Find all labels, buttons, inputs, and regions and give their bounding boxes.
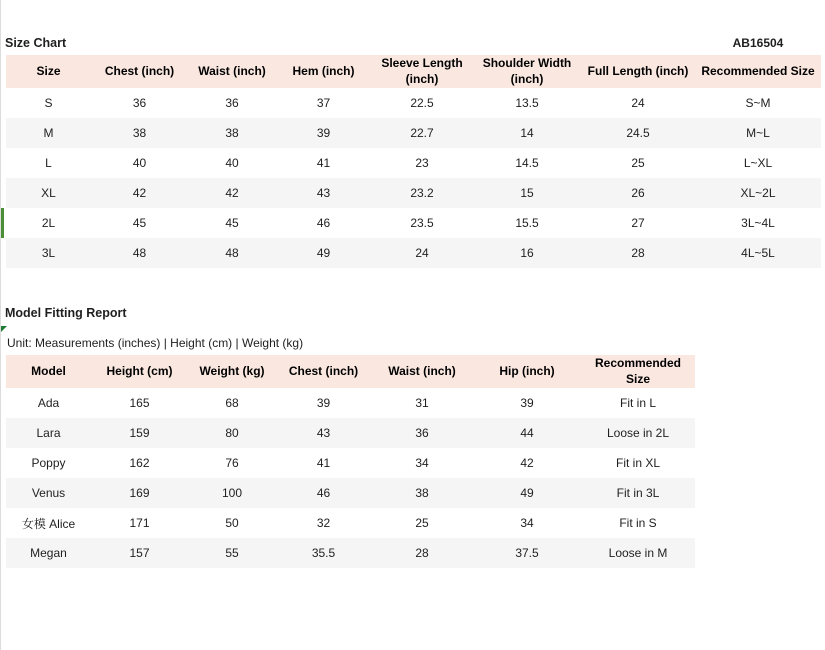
table-cell: 46 — [316, 486, 331, 500]
table-cell: 15.5 — [515, 216, 539, 230]
table-cell: 35.5 — [311, 546, 336, 560]
table-row — [6, 418, 695, 448]
table-cell: 14 — [520, 126, 534, 140]
unit-note: Unit: Measurements (inches) | Height (cm) | Weight (kg) — [7, 336, 304, 350]
table-cell: 38 — [132, 126, 147, 140]
table-cell: Loose in M — [608, 546, 668, 560]
table-cell: 38 — [415, 486, 429, 500]
table-cell: 80 — [225, 426, 239, 440]
table-cell: XL~2L — [740, 186, 776, 200]
table-cell: 169 — [129, 486, 150, 500]
table-row — [6, 118, 821, 148]
table-cell: 15 — [520, 186, 534, 200]
table-cell: 31 — [415, 396, 429, 410]
table-cell: 22.7 — [410, 126, 434, 140]
table-cell: 32 — [316, 516, 331, 530]
table-cell: 22.5 — [410, 96, 434, 110]
table-cell: 44 — [520, 426, 534, 440]
column-header: Waist (inch) — [371, 355, 473, 388]
table-cell: XL — [41, 186, 56, 200]
table-cell: 157 — [129, 546, 150, 560]
table-cell: 23.5 — [410, 216, 434, 230]
table-cell: 48 — [225, 246, 239, 260]
table-cell: 45 — [132, 216, 147, 230]
table-cell: 37.5 — [515, 546, 539, 560]
table-cell: 42 — [225, 186, 239, 200]
table-row — [6, 148, 821, 178]
table-cell: 43 — [316, 186, 331, 200]
column-header: Chest (inch) — [276, 355, 371, 388]
table-cell: Venus — [31, 486, 66, 500]
table-cell: 24 — [631, 96, 645, 110]
table-row — [6, 388, 695, 418]
table-cell: 25 — [631, 156, 645, 170]
table-cell: 23.2 — [410, 186, 434, 200]
table-cell: 68 — [225, 396, 239, 410]
table-row — [6, 478, 695, 508]
model-fitting-header-row — [6, 355, 695, 388]
table-cell: Fit in 3L — [616, 486, 660, 500]
table-cell: 26 — [631, 186, 645, 200]
table-cell: Fit in L — [619, 396, 656, 410]
table-cell: Fit in XL — [615, 456, 660, 470]
table-cell: 13.5 — [515, 96, 539, 110]
table-cell: 42 — [520, 456, 534, 470]
table-cell: 34 — [415, 456, 429, 470]
column-header: Model — [6, 355, 91, 388]
column-header: Hip (inch) — [473, 355, 581, 388]
table-cell: Loose in 2L — [606, 426, 670, 440]
table-cell: 37 — [316, 96, 331, 110]
size-chart-header — [5, 36, 821, 50]
table-cell: 39 — [316, 126, 331, 140]
size-chart-table — [6, 55, 821, 268]
table-cell: M — [43, 126, 54, 140]
row-highlight-bar — [1, 208, 4, 238]
table-cell: 27 — [631, 216, 645, 230]
model-fitting-body — [6, 388, 695, 568]
table-cell: 28 — [631, 246, 645, 260]
table-cell: S~M — [745, 96, 771, 110]
table-cell: Megan — [30, 546, 67, 560]
table-cell: 46 — [316, 216, 331, 230]
table-cell: 76 — [225, 456, 239, 470]
table-row — [6, 208, 821, 238]
table-cell: 100 — [221, 486, 243, 500]
table-row — [6, 538, 695, 568]
column-header: Recommended Size — [581, 355, 695, 388]
table-cell: 171 — [129, 516, 150, 530]
table-cell: Ada — [37, 396, 60, 410]
table-cell: 36 — [415, 426, 429, 440]
size-chart-header-row — [6, 55, 821, 88]
table-cell: 159 — [129, 426, 150, 440]
table-cell: 49 — [520, 486, 534, 500]
column-header: Recommended Size — [695, 55, 821, 88]
table-cell: 24 — [415, 246, 429, 260]
table-cell: L — [45, 156, 52, 170]
table-cell: 162 — [129, 456, 150, 470]
table-cell: 4L~5L — [741, 246, 775, 260]
table-cell: L~XL — [743, 156, 773, 170]
table-cell: 50 — [225, 516, 239, 530]
size-chart-title: Size Chart — [5, 36, 67, 50]
table-row — [6, 448, 695, 478]
table-cell: 40 — [225, 156, 239, 170]
model-fitting-title: Model Fitting Report — [5, 306, 127, 320]
table-cell: 23 — [415, 156, 429, 170]
table-cell: Lara — [36, 426, 61, 440]
table-cell: 34 — [520, 516, 534, 530]
table-cell: 2L — [41, 216, 56, 230]
model-fitting-table — [6, 355, 695, 568]
table-cell: 14.5 — [515, 156, 539, 170]
table-cell: 40 — [132, 156, 147, 170]
table-cell: 48 — [132, 246, 147, 260]
table-cell: 41 — [316, 456, 331, 470]
table-cell: 16 — [520, 246, 534, 260]
table-cell: 36 — [225, 96, 239, 110]
table-cell: Poppy — [31, 456, 66, 470]
table-cell: 49 — [316, 246, 331, 260]
table-row — [6, 178, 821, 208]
table-cell: 55 — [225, 546, 239, 560]
table-cell: 39 — [316, 396, 331, 410]
table-cell: 41 — [316, 156, 331, 170]
table-cell: Fit in S — [619, 516, 657, 530]
table-cell: 39 — [520, 396, 534, 410]
column-header: Sleeve Length (inch) — [371, 55, 473, 88]
table-cell: 女模 Alice — [21, 516, 76, 531]
table-row — [6, 88, 821, 118]
table-cell: 36 — [132, 96, 147, 110]
column-header: Hem (inch) — [276, 55, 371, 88]
table-cell: 165 — [129, 396, 150, 410]
table-cell: 3L~4L — [741, 216, 775, 230]
size-chart-body — [6, 88, 821, 268]
table-cell: 43 — [316, 426, 331, 440]
column-header: Shoulder Width (inch) — [473, 55, 581, 88]
product-code: AB16504 — [732, 36, 784, 50]
table-cell: 42 — [132, 186, 147, 200]
column-header: Height (cm) — [91, 355, 188, 388]
table-cell: 38 — [225, 126, 239, 140]
column-header: Chest (inch) — [91, 55, 188, 88]
table-cell: S — [44, 96, 53, 110]
column-header: Full Length (inch) — [581, 55, 695, 88]
table-row — [6, 508, 695, 538]
table-cell: 28 — [415, 546, 429, 560]
table-cell: 3L — [41, 246, 56, 260]
table-cell: 25 — [415, 516, 429, 530]
cell-corner-marker-icon — [1, 326, 7, 332]
table-cell: 45 — [225, 216, 239, 230]
table-row — [6, 238, 821, 268]
column-header: Waist (inch) — [188, 55, 276, 88]
table-cell: M~L — [746, 126, 770, 140]
column-header: Size — [6, 55, 91, 88]
column-header: Weight (kg) — [188, 355, 276, 388]
table-cell: 24.5 — [626, 126, 650, 140]
